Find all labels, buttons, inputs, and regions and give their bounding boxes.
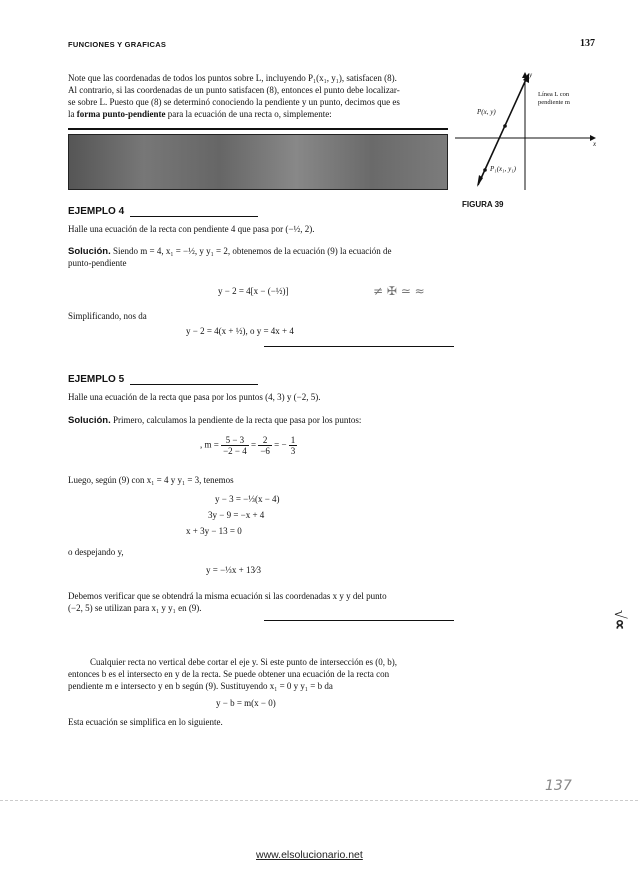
ex4-title: EJEMPLO 4 (68, 206, 125, 217)
running-header: FUNCIONES Y GRAFICAS (68, 40, 167, 49)
ex4-simplify: Simplificando, nos da (68, 311, 147, 321)
ex4-prompt: Halle una ecuación de la recta con pendiente 4 que pasa por (−½, 2). (68, 224, 315, 234)
point-p-label: P(x, y) (477, 108, 496, 116)
ex5-luego: Luego, según (9) con x₁ = 4 y y₁ = 3, tenemos (68, 475, 234, 485)
ex4-eq1: y − 2 = 4[x − (−½)] (218, 286, 289, 296)
ex4-title-rule (130, 216, 258, 217)
ex5-eq-d: y = −⅓x + 13⁄3 (206, 565, 261, 575)
page-number: 137 (580, 38, 595, 49)
ex5-verify-line-2: (−2, 5) se utilizan para x₁ y y₁ en (9). (68, 603, 202, 613)
intro-line-2: Al contrario, si las coordenadas de un punto satisfacen (8), entonces el punto debe localizar- (68, 85, 400, 95)
ex5-slope-eq: , m = $\frac{5 - 3}{-2 - 4}$ = $\frac{2}{-6}$ = − $\frac{1}{3}$ (200, 435, 296, 456)
handwritten-note: ≠ ✠ ≃ ≈ (373, 284, 425, 298)
para-line-3: pendiente m e intersecto y en b según (9). Sustituyendo x₁ = 0 y y₁ = b da (68, 681, 333, 691)
figure-39 (450, 70, 600, 195)
scan-edge (0, 800, 638, 801)
para-line-2: entonces b es el intersecto en y de la recta. Se puede obtener una ecuación de la recta con (68, 669, 390, 679)
point-p (503, 124, 507, 128)
ex5-prompt: Halle una ecuación de la recta que pasa por los puntos (4, 3) y (−2, 5). (68, 392, 321, 402)
dark-band (68, 134, 448, 190)
para-line-4: Esta ecuación se simplifica en lo siguiente. (68, 717, 223, 727)
ex5-verify-line-1: Debemos verificar que se obtendrá la misma ecuación si las coordenadas x y y del punto (68, 591, 387, 601)
para-eq: y − b = m(x − 0) (216, 698, 276, 708)
ex5-eq-a: y − 3 = −⅓(x − 4) (215, 494, 280, 504)
point-p1 (483, 168, 487, 172)
intro-line-1: Note que las coordenadas de todos los puntos sobre L, incluyendo P₁(x₁, y₁), satisfacen (8). (68, 73, 397, 83)
ex4-eq2: y − 2 = 4(x + ½), o y = 4x + 4 (186, 326, 294, 336)
x-axis-label: x (593, 140, 597, 148)
footer-link[interactable]: www.elsolucionario.net (256, 849, 363, 861)
intro-line-3: se sobre L. Puesto que (8) se determinó conociendo la pendiente y un punto, decimos que es (68, 97, 400, 107)
ex5-eq-b: 3y − 9 = −x + 4 (208, 510, 265, 520)
ex5-end-rule (264, 620, 454, 621)
line-label: Línea L con pendiente m (538, 91, 570, 106)
ex4-solution-line-1: Solución. Siendo m = 4, x₁ = −½, y y₁ = 2, obtenemos de la ecuación (9) la ecuación de (68, 246, 392, 257)
point-p1-label: P₁(x₁, y₁) (490, 165, 516, 173)
intro-line-4: la forma punto-pendiente para la ecuación de una recta o, simplemente: (68, 109, 332, 119)
ex5-despejando: o despejando y, (68, 547, 124, 557)
ex4-end-rule (264, 346, 454, 347)
ex4-solution-line-2: punto-pendiente (68, 258, 127, 268)
margin-handwriting: √∝ (611, 609, 629, 631)
ex5-title: EJEMPLO 5 (68, 374, 125, 385)
handwritten-page-number: 137 (545, 778, 572, 794)
ex5-title-rule (130, 384, 258, 385)
ex5-eq-c: x + 3y − 13 = 0 (186, 526, 242, 536)
figure-caption: FIGURA 39 (462, 200, 504, 209)
ex5-solution-line: Solución. Primero, calculamos la pendiente de la recta que pasa por los puntos: (68, 415, 362, 426)
band-top-rule (68, 128, 448, 130)
para-line-1: Cualquier recta no vertical debe cortar el eje y. Si este punto de intersección es (0, b), (90, 657, 398, 667)
y-axis-label: y (529, 71, 533, 79)
